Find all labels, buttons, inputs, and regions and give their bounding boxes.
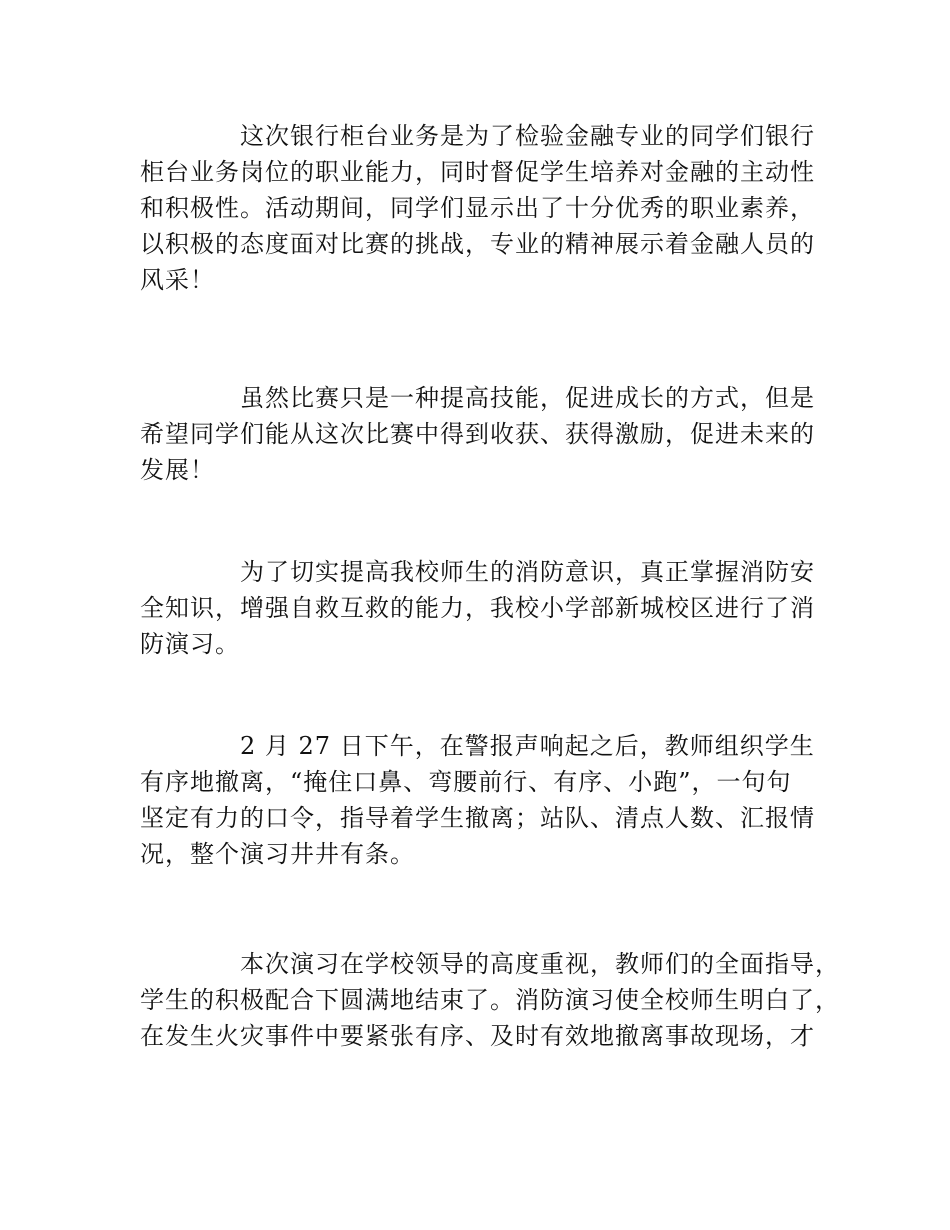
text-line: 2 月 27 日下午，在警报声响起之后，教师组织学生 [240, 732, 815, 760]
text-line: 希望同学们能从这次比赛中得到收获、获得激励，促进未来的 [140, 420, 815, 448]
paragraph-fire-drill-process [140, 728, 820, 872]
text-line: 虽然比赛只是一种提高技能，促进成长的方式，但是 [240, 384, 815, 412]
text-line: 这次银行柜台业务是为了检验金融专业的同学们银行 [240, 122, 815, 150]
text-line: 发展！ [140, 456, 215, 484]
text-line: 防演习。 [140, 630, 240, 658]
text-line: 柜台业务岗位的职业能力，同时督促学生培养对金融的主动性 [140, 158, 815, 186]
text-line: 和积极性。活动期间，同学们显示出了十分优秀的职业素养， [140, 194, 815, 222]
text-line: 学生的积极配合下圆满地结束了。消防演习使全校师生明白了， [140, 986, 840, 1014]
paragraph-bank-counter [140, 118, 820, 298]
paragraph-fire-drill-intro [140, 554, 820, 662]
text-line: 况，整个演习井井有条。 [140, 840, 415, 868]
text-line: 有序地撤离，“掩住口鼻、弯腰前行、有序、小跑”，一句句 [140, 768, 792, 796]
text-line: 为了切实提高我校师生的消防意识，真正掌握消防安 [240, 558, 815, 586]
paragraph-competition [140, 380, 820, 488]
text-line: 以积极的态度面对比赛的挑战，专业的精神展示着金融人员的 [140, 230, 815, 258]
text-line: 坚定有力的口令，指导着学生撤离；站队、清点人数、汇报情 [140, 804, 815, 832]
text-line: 全知识，增强自救互救的能力，我校小学部新城校区进行了消 [140, 594, 815, 622]
text-line: 在发生火灾事件中要紧张有序、及时有效地撤离事故现场，才 [140, 1022, 815, 1050]
text-line: 本次演习在学校领导的高度重视，教师们的全面指导， [240, 950, 840, 978]
paragraph-fire-drill-conclusion [140, 946, 840, 1054]
text-line: 风采！ [140, 266, 215, 294]
